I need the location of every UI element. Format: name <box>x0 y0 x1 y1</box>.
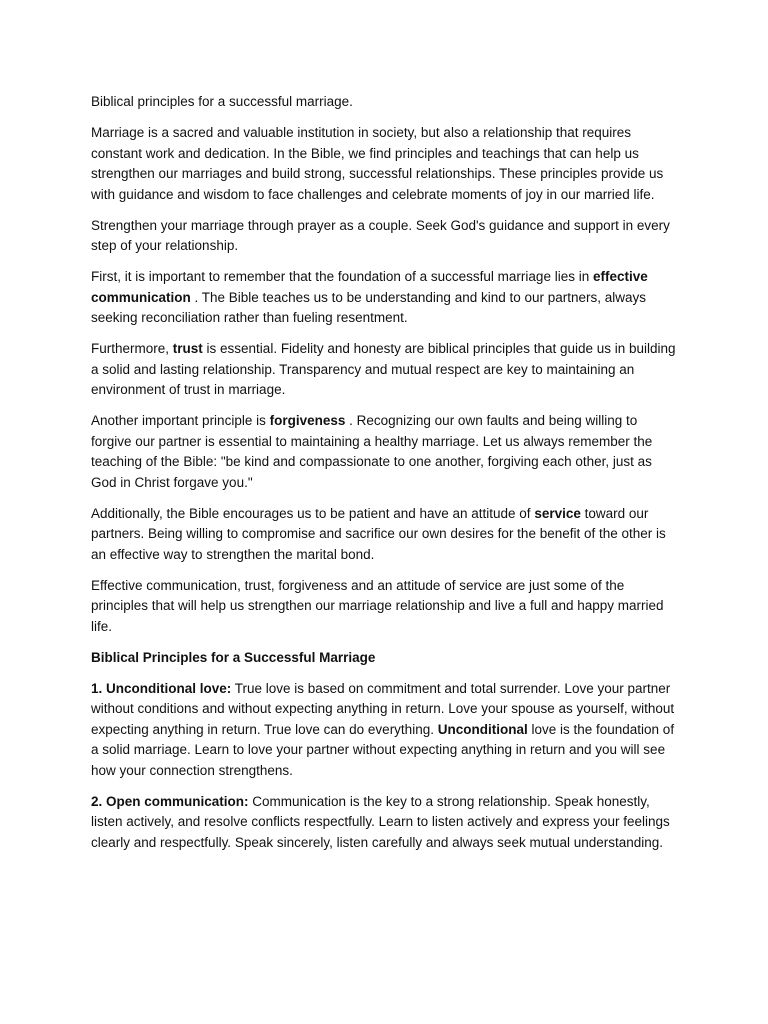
principle-item-1-label: 1. Unconditional love: <box>91 680 232 696</box>
trust-text-before: Furthermore, <box>91 341 173 356</box>
principle-item-1-emphasis: Unconditional <box>437 721 528 737</box>
prayer-paragraph: Strengthen your marriage through prayer as a couple. Seek God's guidance and support in every step of your relationship. <box>91 217 670 253</box>
document-page <box>91 92 681 864</box>
trust-emphasis: trust <box>172 341 203 356</box>
service-paragraph <box>91 504 681 566</box>
document-title: Biblical principles for a successful marriage. <box>91 94 353 109</box>
forgiveness-text-before: Another important principle is <box>91 413 270 428</box>
intro-paragraph: Marriage is a sacred and valuable institution in society, but also a relationship that requires constant work and dedication. In the Bible, we find principles and teachings that can help us strengthen our marriages and build strong, successful relationships. These principles provide us with guidance and wisdom to face challenges and celebrate moments of joy in our married life. <box>91 125 664 202</box>
forgiveness-emphasis: forgiveness <box>269 413 346 428</box>
forgiveness-paragraph <box>91 411 681 493</box>
principle-item-1 <box>91 679 681 782</box>
trust-text-after: is essential. Fidelity and honesty are biblical principles that guide us in building a solid and lasting relationship. Transparency and mutual respect are key to maintaining an environment of trust in marriage. <box>91 341 676 397</box>
summary-paragraph: Effective communication, trust, forgiveness and an attitude of service are just some of the principles that will help us strengthen our marriage relationship and live a full and happy married life. <box>91 577 664 634</box>
communication-paragraph <box>91 267 681 329</box>
communication-emphasis: effective communication <box>91 269 648 305</box>
section-heading: Biblical Principles for a Successful Marriage <box>91 649 376 665</box>
communication-text-before: First, it is important to remember that the foundation of a successful marriage lies in <box>91 269 593 284</box>
service-text-before: Additionally, the Bible encourages us to be patient and have an attitude of <box>91 505 535 521</box>
principle-item-2 <box>91 792 681 854</box>
principle-item-2-label: 2. Open communication: <box>91 793 249 809</box>
service-text-after: toward our partners. Being willing to compromise and sacrifice our own desires for the benefit of the other is an effective way to strengthen the marital bond. <box>91 505 666 562</box>
principle-item-2-text: Communication is the key to a strong relationship. Speak honestly, listen actively, and resolve conflicts respectfully. Learn to listen actively and express your feelings clearly and respectfully. Speak sincerely, listen carefully and always seek mutual understanding. <box>91 793 670 850</box>
service-emphasis: service <box>534 505 581 521</box>
communication-text-after: . The Bible teaches us to be understanding and kind to our partners, always seeking reconciliation rather than fueling resentment. <box>91 289 647 325</box>
principle-item-1-text-b: love is the foundation of a solid marriage. Learn to love your partner without expecting anything in return and you will see how your connection strengthens. <box>91 721 675 778</box>
forgiveness-text-after: . Recognizing our own faults and being willing to forgive our partner is essential to maintaining a healthy marriage. Let us always remember the teaching of the Bible: "be kind and compassionate to one another, forgiving each other, just as God in Christ forgave you." <box>91 413 653 490</box>
principle-item-1-text-a: True love is based on commitment and total surrender. Love your partner without conditions and without expecting anything in return. Love your spouse as yourself, without expecting anything in return. True love can do everything. <box>91 680 675 737</box>
trust-paragraph <box>91 339 681 401</box>
